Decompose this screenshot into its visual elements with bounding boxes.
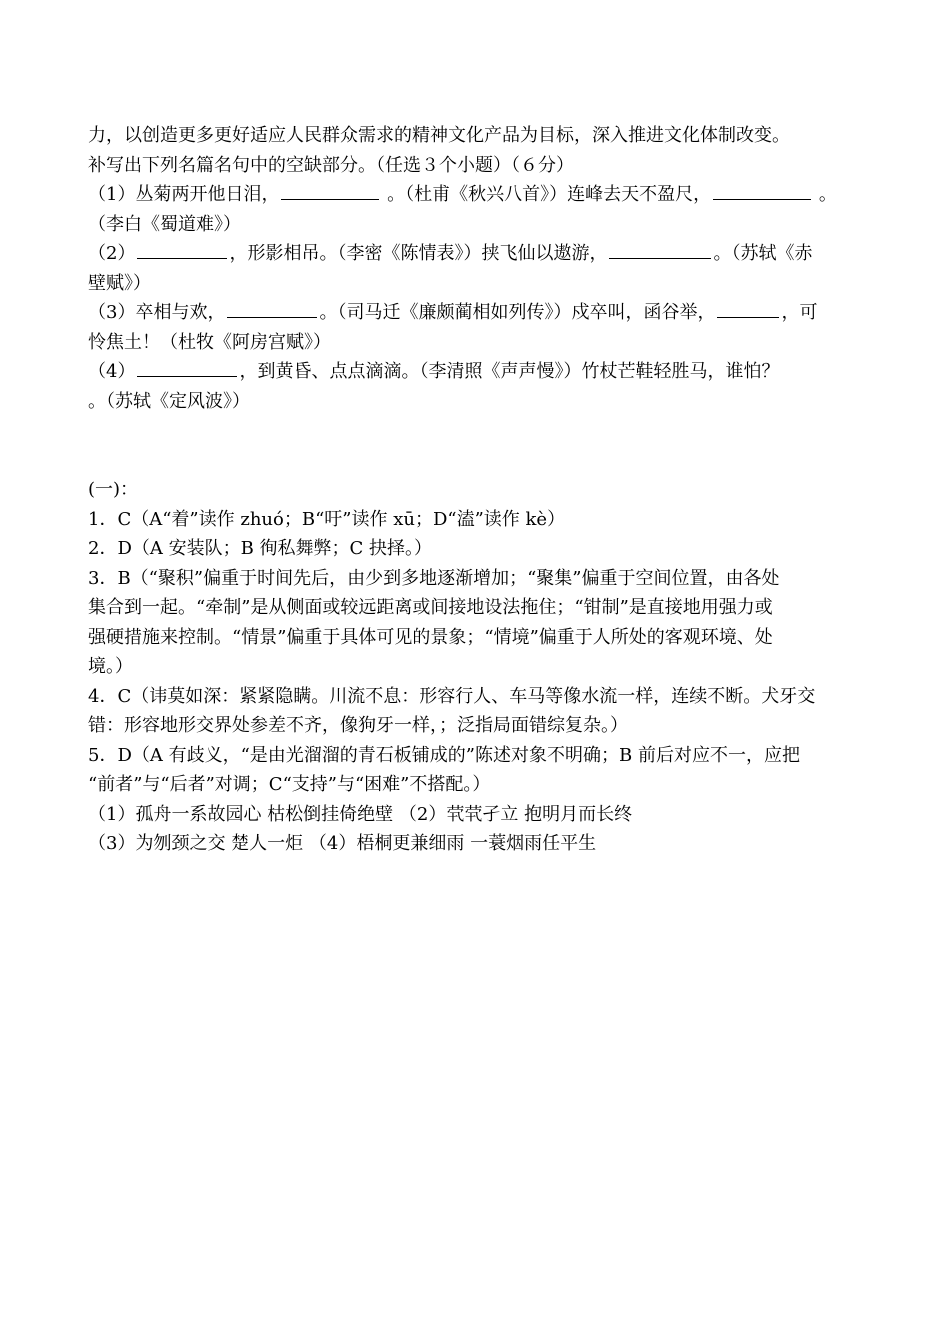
item-1-blank-2 [713,181,811,200]
question-item-1-cont: （李白《蜀道难》） [88,213,241,235]
question-item-2 [88,239,878,269]
answer-line: 1．C（A“着”读作 zhuó；B“吁”读作 xū；D“溘”读作 kè） [88,508,566,530]
item-2-text-b: ，形影相吊。（李密《陈情表》）挟飞仙以遨游， [229,243,608,264]
answer-line: 4．C（讳莫如深：紧紧隐瞒。川流不息：形容行人、车马等像水流一样，连续不断。犬牙交 [88,685,816,707]
item-3-blank-1 [227,299,317,318]
item-3-text-a: （3）卒相与欢， [88,302,226,323]
question-item-3-cont: 怜焦土！（杜牧《阿房宫赋》） [88,331,331,353]
answer-line: “前者”与“后者”对调；C“支持”与“困难”不搭配。） [88,774,491,795]
question-item-4 [88,357,878,387]
answer-heading: (一)： [88,479,139,500]
item-2-blank-2 [609,240,711,259]
answer-line: 错：形容地形交界处参差不齐，像狗牙一样，；泛指局面错综复杂。） [88,715,628,736]
answer-line: 境。） [88,656,133,677]
instruction-line: 补写出下列名篇名句中的空缺部分。（任选３个小题）（６分） [88,154,574,176]
answer-line: （3）为刎颈之交 楚人一炬 （4）梧桐更兼细雨 一蓑烟雨任平生 [88,833,597,854]
section-gap [88,416,878,475]
item-2-text-c: 。（苏轼《赤 [713,243,813,264]
item-4-blank-1 [137,358,237,377]
question-item-4-cont: 。（苏轼《定风波》） [88,390,250,412]
item-3-blank-2 [717,299,779,318]
item-1-text-c: 。 [813,184,837,205]
document-page [88,121,878,859]
item-1-text-a: （1）丛菊两开他日泪， [88,184,280,205]
item-1-blank-1 [281,181,379,200]
item-2-text-a: （2） [88,243,136,264]
question-item-3 [88,298,878,328]
answer-line: 5．D（A 有歧义，“是由光溜溜的青石板铺成的”陈述对象不明确；B 前后对应不一，应把 [88,744,800,766]
answer-line: （1）孤舟一系故园心 枯松倒挂倚绝壁 （2）茕茕孑立 抱明月而长终 [88,803,633,825]
answer-line: 强硬措施来控制。“情景”偏重于具体可见的景象；“情境”偏重于人所处的客观环境、处 [88,626,773,648]
answer-line: 3．B（“聚积”偏重于时间先后，由少到多地逐渐增加；“聚集”偏重于空间位置，由各处 [88,567,780,589]
question-item-1 [88,180,878,210]
item-1-text-b: 。（杜甫《秋兴八首》）连峰去天不盈尺， [381,184,712,205]
intro-line: 力，以创造更多更好适应人民群众需求的精神文化产品为目标，深入推进文化体制改变。 [88,125,790,146]
item-4-text-a: （4） [88,361,136,382]
answer-line: 2．D（A 安装队；B 徇私舞弊；C 抉择。） [88,538,433,559]
item-4-text-b: ，到黄昏、点点滴滴。（李清照《声声慢》）竹杖芒鞋轻胜马，谁怕？ [239,361,780,382]
item-3-text-b: 。（司马迁《廉颇蔺相如列传》）戍卒叫，函谷举， [319,302,716,323]
item-2-blank-1 [137,240,227,259]
item-3-text-c: ，可 [781,302,818,323]
question-item-2-cont: 壁赋》） [88,272,151,294]
answer-line: 集合到一起。“牵制”是从侧面或较远距离或间接地设法拖住；“钳制”是直接地用强力或 [88,597,773,618]
